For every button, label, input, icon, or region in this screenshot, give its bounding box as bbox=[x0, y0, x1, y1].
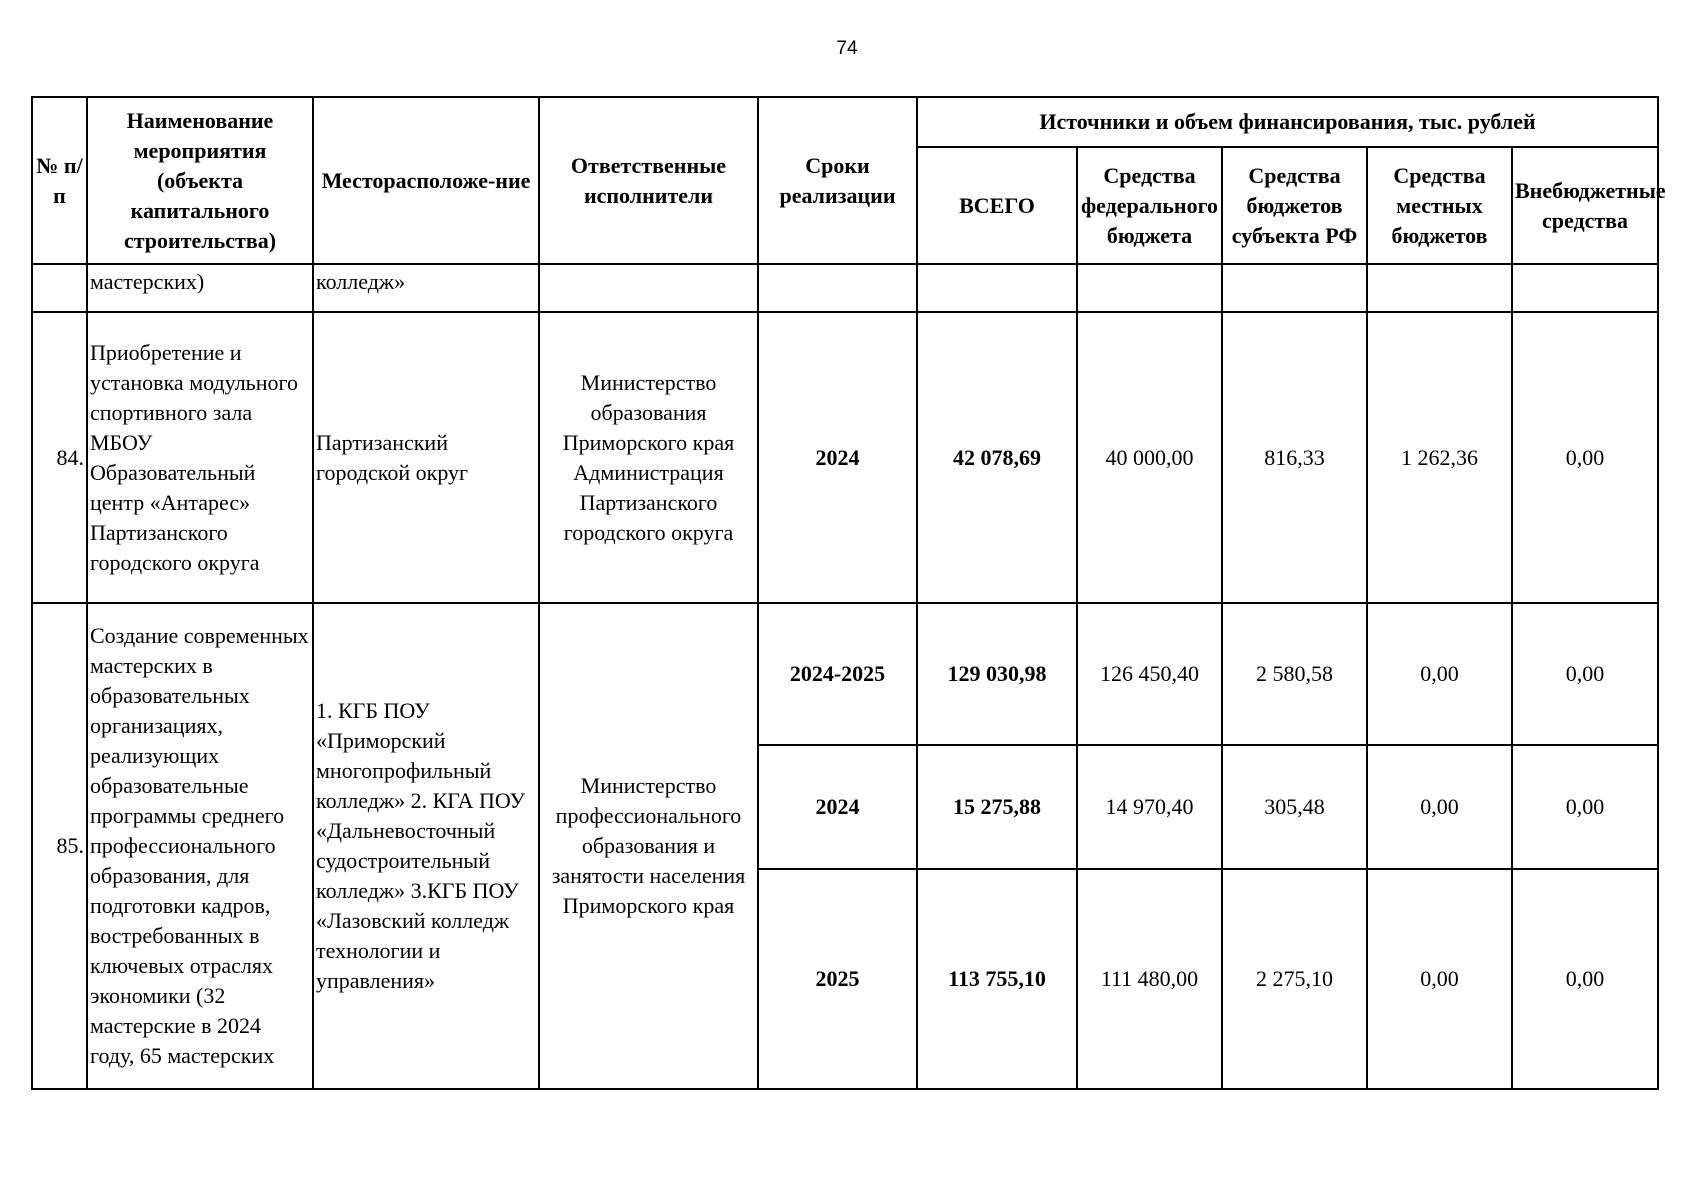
row85-total: 15 275,88 bbox=[917, 745, 1077, 869]
cont-name: мастерских) bbox=[87, 264, 313, 312]
row84-federal: 40 000,00 bbox=[1077, 312, 1222, 603]
row85-regional: 2 580,58 bbox=[1222, 603, 1367, 745]
table-row-85-a bbox=[32, 603, 1658, 745]
row85-federal: 126 450,40 bbox=[1077, 603, 1222, 745]
row85-regional: 305,48 bbox=[1222, 745, 1367, 869]
header-funding-group: Источники и объем финансирования, тыс. рублей bbox=[917, 97, 1658, 147]
header-num: № п/п bbox=[32, 97, 87, 264]
row85-extra: 0,00 bbox=[1512, 745, 1658, 869]
cont-local bbox=[1367, 264, 1512, 312]
row84-regional: 816,33 bbox=[1222, 312, 1367, 603]
page-number: 74 bbox=[836, 38, 858, 59]
row84-total: 42 078,69 bbox=[917, 312, 1077, 603]
row84-extra: 0,00 bbox=[1512, 312, 1658, 603]
row85-responsible: Министерство профессионального образования и занятости населения Приморского края bbox=[539, 603, 758, 1089]
table-row-84 bbox=[32, 312, 1658, 603]
row85-regional: 2 275,10 bbox=[1222, 869, 1367, 1089]
row85-period: 2024 bbox=[758, 745, 917, 869]
cont-regional bbox=[1222, 264, 1367, 312]
financing-table bbox=[31, 96, 1666, 1090]
row85-federal: 111 480,00 bbox=[1077, 869, 1222, 1089]
row85-local: 0,00 bbox=[1367, 869, 1512, 1089]
cont-num bbox=[32, 264, 87, 312]
cont-location: колледж» bbox=[313, 264, 539, 312]
header-period: Сроки реализации bbox=[758, 97, 917, 264]
header-responsible: Ответственные исполнители bbox=[539, 97, 758, 264]
row85-total: 129 030,98 bbox=[917, 603, 1077, 745]
header-local: Средства местных бюджетов bbox=[1367, 147, 1512, 264]
header-total: ВСЕГО bbox=[917, 147, 1077, 264]
cont-responsible bbox=[539, 264, 758, 312]
row84-location: Партизанский городской округ bbox=[313, 312, 539, 603]
row85-local: 0,00 bbox=[1367, 603, 1512, 745]
cont-extra bbox=[1512, 264, 1658, 312]
header-name: Наименование мероприятия (объекта капитального строительства) bbox=[87, 97, 313, 264]
row84-responsible: Министерство образования Приморского края Администрация Партизанского городского округа bbox=[539, 312, 758, 603]
cont-period bbox=[758, 264, 917, 312]
header-location: Месторасположе-ние bbox=[313, 97, 539, 264]
row85-extra: 0,00 bbox=[1512, 869, 1658, 1089]
continuation-row bbox=[32, 264, 1658, 312]
row85-period: 2025 bbox=[758, 869, 917, 1089]
row85-num: 85. bbox=[32, 603, 87, 1089]
row84-period: 2024 bbox=[758, 312, 917, 603]
row84-local: 1 262,36 bbox=[1367, 312, 1512, 603]
cont-total bbox=[917, 264, 1077, 312]
row84-name: Приобретение и установка модульного спортивного зала МБОУ Образовательный центр «Антарес» Партизанского городского округа bbox=[87, 312, 313, 603]
row84-num: 84. bbox=[32, 312, 87, 603]
cont-federal bbox=[1077, 264, 1222, 312]
row85-federal: 14 970,40 bbox=[1077, 745, 1222, 869]
header-regional: Средства бюджетов субъекта РФ bbox=[1222, 147, 1367, 264]
row85-location: 1. КГБ ПОУ «Приморский многопрофильный колледж» 2. КГА ПОУ «Дальневосточный судостроительный колледж» 3.КГБ ПОУ «Лазовский колледж технологии и управления» bbox=[313, 603, 539, 1089]
row85-period: 2024-2025 bbox=[758, 603, 917, 745]
row85-total: 113 755,10 bbox=[917, 869, 1077, 1089]
row85-local: 0,00 bbox=[1367, 745, 1512, 869]
header-federal: Средства федерального бюджета bbox=[1077, 147, 1222, 264]
row85-extra: 0,00 bbox=[1512, 603, 1658, 745]
row85-name: Создание современных мастерских в образовательных организациях, реализующих образовательные программы среднего профессионального образования, для подготовки кадров, востребованных в ключевых отраслях экономики (32 мастерские в 2024 году, 65 мастерских bbox=[87, 603, 313, 1089]
header-row-1 bbox=[32, 97, 1658, 147]
header-extra: Внебюджетные средства bbox=[1512, 147, 1658, 264]
